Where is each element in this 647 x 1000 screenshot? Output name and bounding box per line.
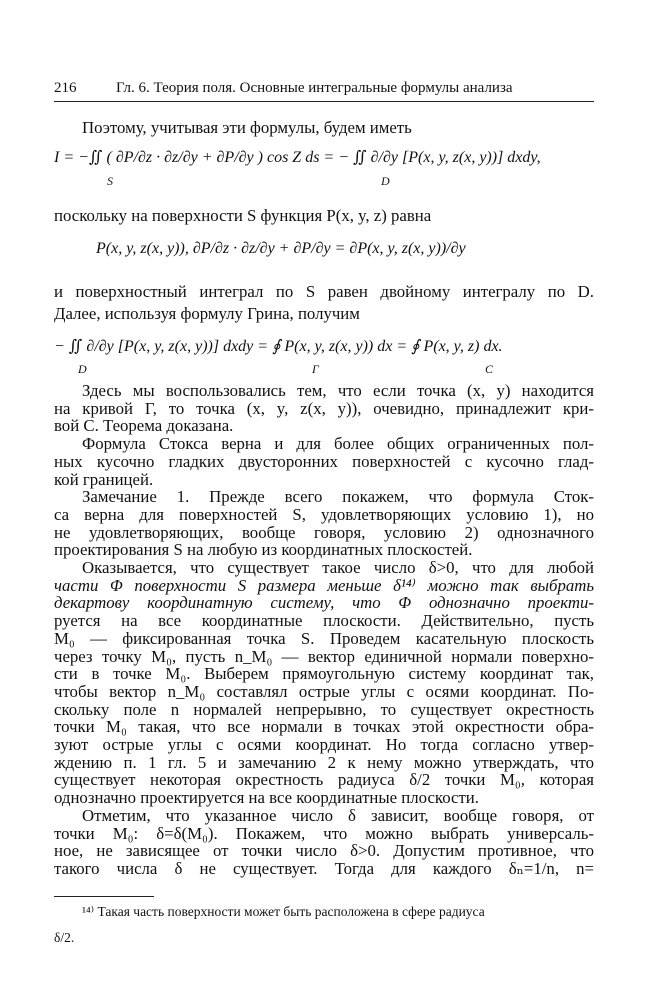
text-line: зуют острые углы с осями координат. Но тогда согласно утвер- xyxy=(54,735,594,754)
text-line: поскольку на поверхности S функция P(x, y, z) равна xyxy=(54,206,432,225)
footnote-line: δ/2. xyxy=(54,930,75,945)
text-line-italic: декартову координатную систему, что Φ однозначно проекти- xyxy=(54,593,594,612)
contour-subscript-c: C xyxy=(485,362,494,376)
text-line: Отметим, что указанное число δ зависит, вообще говоря, от xyxy=(82,806,594,825)
text-line: точки M₀ такая, что все нормали в точках этой окрестности обра- xyxy=(54,717,594,736)
text-line: точки M₀: δ=δ(M₀). Покажем, что можно выбрать универсаль- xyxy=(54,824,594,843)
formula-text: I = −∬ ( ∂P/∂z · ∂z/∂y + ∂P/∂y ) cos Z ds = − ∬ ∂/∂y [P(x, y, z(x, y))] dxdy, xyxy=(54,149,541,166)
text-line: через точку M₀, пусть n_M₀ — вектор единичной нормали поверхно- xyxy=(54,647,594,666)
formula-green xyxy=(54,336,503,356)
text-line: сти в точке M₀. Выберем прямоугольную систему координат так, xyxy=(54,664,594,683)
text-line: и поверхностный интеграл по S равен двойному интегралу по D. xyxy=(54,282,594,301)
text-line: такого числа δ не существует. Тогда для каждого δₙ=1/n, n= xyxy=(54,859,594,878)
formula-derivative-identity xyxy=(96,240,466,258)
integral-subscript-d: D xyxy=(78,362,87,376)
contour-subscript-gamma: Γ xyxy=(312,362,319,376)
text-line: кой границей. xyxy=(54,470,154,489)
text-line: на кривой Г, то точка (x, y, z(x, y)), очевидно, принадлежит кри- xyxy=(54,399,594,418)
text-line: ждению п. 1 гл. 5 и замечанию 2 к нему можно утверждать, что xyxy=(54,753,594,772)
page-number: 216 xyxy=(54,80,77,96)
text-line: вой C. Теорема доказана. xyxy=(54,416,234,435)
text-line: Поэтому, учитывая эти формулы, будем иметь xyxy=(82,118,412,137)
running-title: Гл. 6. Теория поля. Основные интегральные формулы анализа xyxy=(116,80,513,96)
header-rule xyxy=(54,101,594,102)
text-line: чтобы вектор n_M₀ составлял острые углы с осями координат. По- xyxy=(54,682,594,701)
remark-heading-line: Замечание 1. Прежде всего покажем, что формула Сток- xyxy=(82,487,594,506)
integral-subscript-s: S xyxy=(107,174,113,188)
text-line: ное, не зависящее от точки число δ>0. Допустим противное, что xyxy=(54,841,594,860)
text-line: существует некоторая окрестность радиуса δ/2 точки M₀, которая xyxy=(54,770,594,789)
footnote-rule xyxy=(54,896,154,897)
integral-subscript-d: D xyxy=(381,174,390,188)
text-line: скольку поле n нормалей непрерывно, то существует окрестность xyxy=(54,700,594,719)
footnote-line: ¹⁴⁾ Такая часть поверхности может быть расположена в сфере радиуса xyxy=(82,904,485,919)
text-line: Формула Стокса верна и для более общих ограниченных пол- xyxy=(82,434,594,453)
text-line: однозначно проектируется на все координатные плоскости. xyxy=(54,788,479,807)
text-line: Здесь мы воспользовались тем, что если точка (x, y) находится xyxy=(82,381,594,400)
text-line: руется на все координатные плоскости. Действительно, пусть xyxy=(54,611,594,630)
text-line: проектирования S на любую из координатных плоскостей. xyxy=(54,540,473,559)
text-line: не удовлетворяющих, вообще говоря, условию 2) однозначного xyxy=(54,523,594,542)
text-line-italic: части Φ поверхности S размера меньше δ¹⁴⁾ можно так выбрать xyxy=(54,576,594,595)
text-line: са верна для поверхностей S, удовлетворяющих условию 1), но xyxy=(54,505,594,524)
text-line: Оказывается, что существует такое число δ>0, что для любой xyxy=(82,558,594,577)
formula-text: P(x, y, z(x, y)), ∂P/∂z · ∂z/∂y + ∂P/∂y = ∂P(x, y, z(x, y))/∂y xyxy=(96,240,466,257)
formula-text: − ∬ ∂/∂y [P(x, y, z(x, y))] dxdy = ∮ P(x, y, z(x, y)) dx = ∮ P(x, y, z) dx. xyxy=(54,338,503,355)
text-line: ных кусочно гладких двусторонних поверхностей с кусочно глад- xyxy=(54,452,594,471)
text-line: M₀ — фиксированная точка S. Проведем касательную плоскость xyxy=(54,629,594,648)
text-line: Далее, используя формулу Грина, получим xyxy=(54,304,360,323)
formula-stokes-step xyxy=(54,147,541,167)
